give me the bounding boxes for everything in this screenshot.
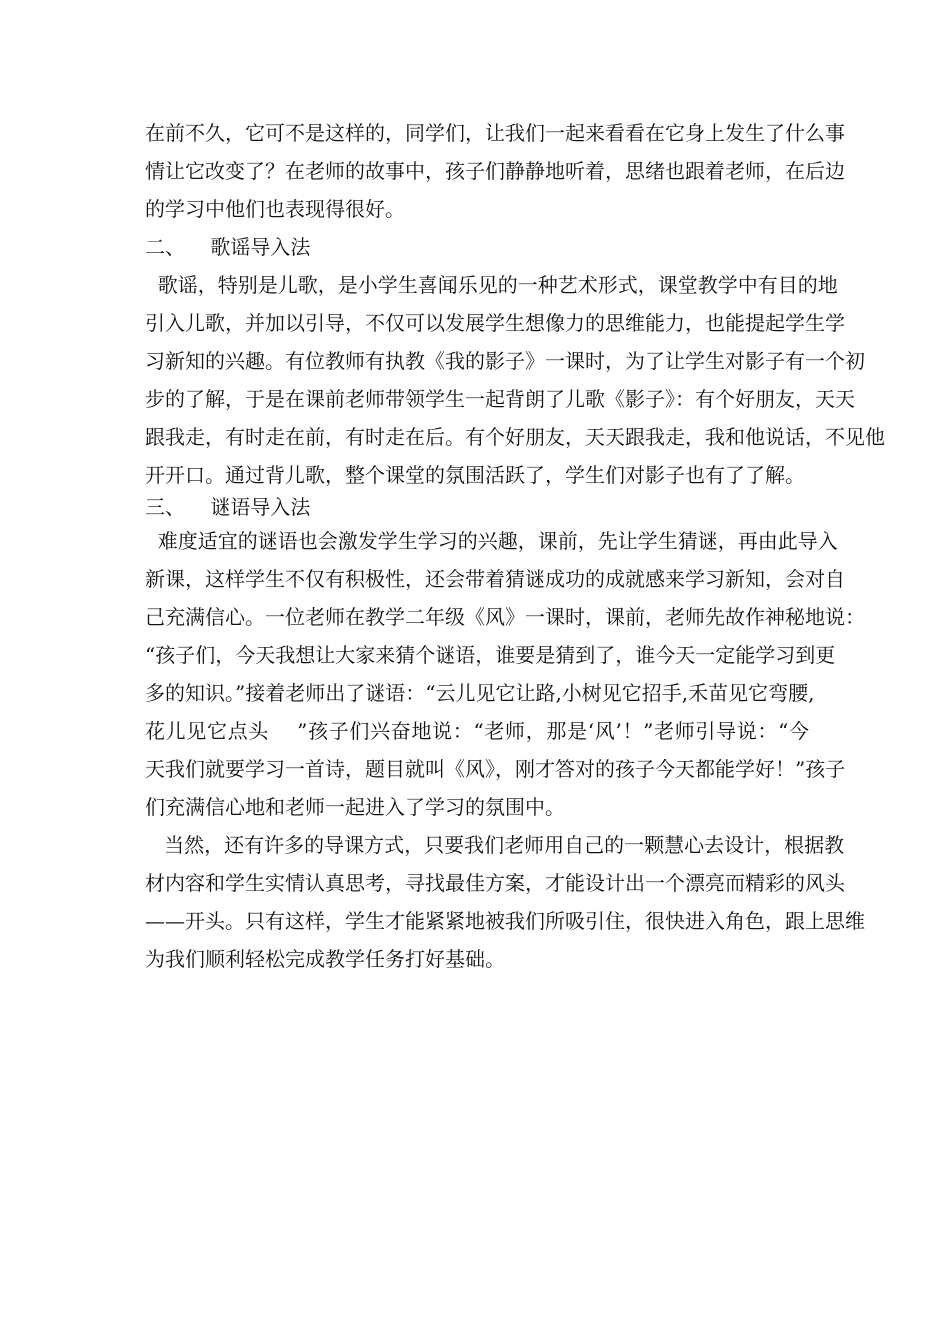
section-heading: 三、 谜语导入法 [145, 495, 311, 519]
section-heading: 二、 歌谣导入法 [145, 235, 311, 259]
paragraph-line: 引入儿歌，并加以引导，不仅可以发展学生想像力的思维能力，也能提起学生学 [145, 311, 845, 335]
paragraph-line: 己充满信心。一位老师在教学二年级《风》一课时，课前，老师先故作神秘地说： [145, 605, 865, 629]
paragraph-line: 开开口。通过背儿歌，整个课堂的氛围活跃了，学生们对影子也有了了解。 [145, 463, 805, 487]
paragraph-line: 材内容和学生实情认真思考，寻找最佳方案，才能设计出一个漂亮而精彩的风头 [145, 871, 845, 895]
paragraph-line: 跟我走，有时走在前，有时走在后。有个好朋友，天天跟我走，我和他说话，不见他 [145, 425, 885, 449]
paragraph-line: 习新知的兴趣。有位教师有执教《我的影子》一课时，为了让学生对影子有一个初 [145, 349, 865, 373]
paragraph-line: 花儿见它点头 ”孩子们兴奋地说：“老师，那是‘风’！”老师引导说：“今 [145, 719, 809, 743]
paragraph-line: 情让它改变了？在老师的故事中，孩子们静静地听着，思绪也跟着老师，在后边 [145, 159, 845, 183]
paragraph-line: 当然，还有许多的导课方式，只要我们老师用自己的一颗慧心去设计，根据教 [145, 833, 845, 857]
paragraph-line: 难度适宜的谜语也会激发学生学习的兴趣，课前，先让学生猜谜，再由此导入 [145, 529, 838, 553]
paragraph-line: 为我们顺利轻松完成教学任务打好基础。 [145, 947, 505, 971]
paragraph-line: 歌谣，特别是儿歌，是小学生喜闻乐见的一种艺术形式，课堂教学中有目的地 [145, 273, 838, 297]
paragraph-line: 天我们就要学习一首诗，题目就叫《风》，刚才答对的孩子今天都能学好！”孩子 [145, 757, 846, 781]
paragraph-line: 在前不久，它可不是这样的，同学们，让我们一起来看看在它身上发生了什么事 [145, 121, 845, 145]
paragraph-line: “孩子们，今天我想让大家来猜个谜语，谁要是猜到了，谁今天一定能学习到更 [145, 643, 836, 667]
paragraph-line: 的学习中他们也表现得很好。 [145, 197, 405, 221]
paragraph-line: 多的知识。”接着老师出了谜语：“云儿见它让路,小树见它招手,禾苗见它弯腰, [145, 681, 815, 705]
paragraph-line: 新课，这样学生不仅有积极性，还会带着猜谜成功的成就感来学习新知，会对自 [145, 567, 845, 591]
paragraph-line: 们充满信心地和老师一起进入了学习的氛围中。 [145, 795, 565, 819]
paragraph-line: ——开头。只有这样，学生才能紧紧地被我们所吸引住，很快进入角色，跟上思维 [145, 909, 865, 933]
paragraph-line: 步的了解，于是在课前老师带领学生一起背朗了儿歌《影子》：有个好朋友，天天 [145, 387, 855, 411]
